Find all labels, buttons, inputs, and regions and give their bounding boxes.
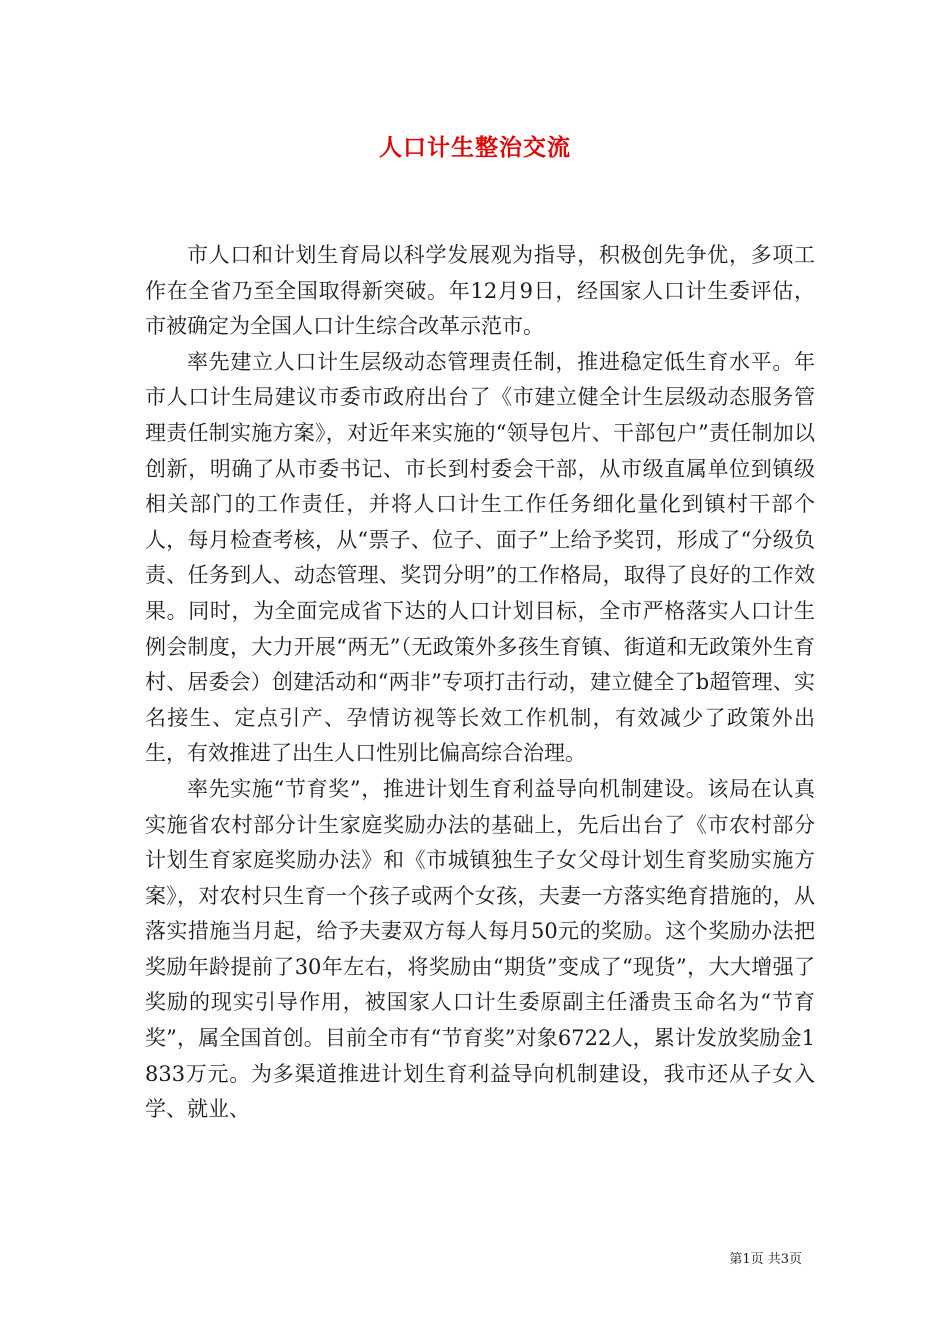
page-number-footer: 第1页 共3页 bbox=[729, 1252, 802, 1267]
paragraph-incentive-reward: 率先实施“节育奖”，推进计划生育利益导向机制建设。该局在认真实施省农村部分计生家庭奖励办法的基础上，先后出台了《市农村部分计划生育家庭奖励办法》和《市城镇独生子女父母计划生育奖励实施方案》，对农村只生育一个孩子或两个女孩，夫妻一方落实绝育措施的，从落实措施当月起，给予夫妻双方每人每月50元的奖励。这个奖励办法把奖励年龄提前了30年左右，将奖励由“期货”变成了“现货”，大大增强了奖励的现实引导作用，被国家人口计生委原副主任潘贵玉命名为“节育奖”，属全国首创。目前全市有“节育奖”对象6722人，累计发放奖励金1833万元。为多渠道推进计划生育利益导向机制建设，我市还从子女入学、就业、 bbox=[145, 776, 815, 1122]
document-body bbox=[145, 238, 815, 1128]
paragraph-intro: 市人口和计划生育局以科学发展观为指导，积极创先争优，多项工作在全省乃至全国取得新突破。年12月9日，经国家人口计生委评估，市被确定为全国人口计生综合改革示范市。 bbox=[145, 243, 815, 339]
document-title: 人口计生整治交流 bbox=[379, 134, 571, 161]
paragraph-responsibility-system: 率先建立人口计生层级动态管理责任制，推进稳定低生育水平。年市人口计生局建议市委市政府出台了《市建立健全计生层级动态服务管理责任制实施方案》，对近年来实施的“领导包片、干部包户”责任制加以创新，明确了从市委书记、市长到村委会干部，从市级直属单位到镇级相关部门的工作责任，并将人口计生工作任务细化量化到镇村干部个人，每月检查考核，从“票子、位子、面子”上给予奖罚，形成了“分级负责、任务到人、动态管理、奖罚分明”的工作格局，取得了良好的工作效果。同时，为全面完成省下达的人口计划目标，全市严格落实人口计生例会制度，大力开展“两无”（无政策外多孩生育镇、街道和无政策外生育村、居委会）创建活动和“两非”专项打击行动，建立健全了b超管理、实名接生、定点引产、孕情访视等长效工作机制，有效减少了政策外出生，有效推进了出生人口性别比偏高综合治理。 bbox=[145, 349, 815, 766]
